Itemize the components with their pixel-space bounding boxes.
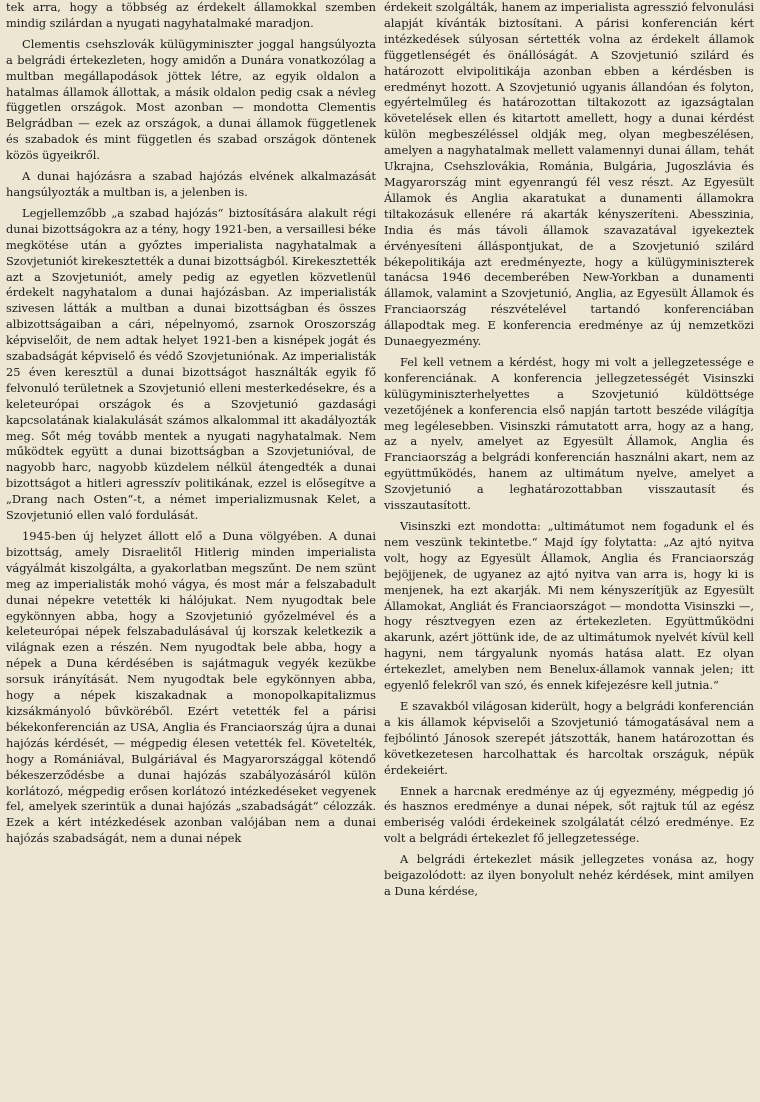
right-paragraph-4: E szavakból világosan kiderült, hogy a belgrádi konferencián a kis államok képviselői a Szovjetunió támogatásával nem a fejbólintó Jánosok szerepét játszották, hanem határozottan és következetesen harcolhattak és harcoltak országuk, népük érdekeiért. [384,698,754,777]
right-paragraph-6: A belgrádi értekezlet másik jellegzetes vonása az, hogy beigazolódott: az ilyen bonyolult nehéz kérdések, mint amilyen a Duna kérdése, [384,852,754,898]
left-paragraph-5: 1945-ben új helyzet állott elő a Duna völgyében. A dunai bizottság, amely Disraelitől Hitlerig minden imperialista vágyálmát kiszolgálta, a gyakorlatban megszűnt. De nem szünt meg az imperialisták mohó vágya, és most már a felszabadult dunai népekre vetették ki hálójukat. Nem nyugodtak bele egykönnyen abba, hogy a Szovjetunió győzelmével és a keleteurópai népek felszabadulásával új korszak keletkezik a világnak ezen a részén. Nem nyugodtak bele abba, hogy a népek a Duna kérdésében is sajátmaguk vegyék kezükbe sorsuk irányítását. Nem nyugodtak bele egykönnyen abba, hogy a népek kiszakadnak a monopolkapitalizmus kizsákmányoló bűvköréből. Ezért vetették fel a párisi békekonferencián az USA, Anglia és Franciaország újra a dunai hajózás kérdését, — mégpedig élesen vetették fel. Követelték, hogy a Romániával, Bulgáriával és Magyarországgal kötendő békeszerződésbe a dunai hajózás szabályozásáról külön korlátozó, mégpedig erősen korlátozó intézkedéseket vegyenek fel, amelyek szerintük a dunai hajózás „szabadságát“ célozzák. Ezek a kért intézkedések azonban valójában nem a dunai hajózás szabadságát, nem a dunai népek [6,529,376,846]
right-paragraph-5: Ennek a harcnak eredménye az új egyezmény, mégpedig jó és hasznos eredménye a dunai népek, sőt rajtuk túl az egész emberiség valódi érdekeinek szolgálatát célzó eredménye. Ez volt a belgrádi értekezlet fő jellegzetessége. [384,783,754,846]
left-paragraph-4: Legjellemzőbb „a szabad hajózás“ biztosítására alakult régi dunai bizottságokra az a tény, hogy 1921-ben, a versaillesi béke megkötése után a győztes imperialista nagyhatalmak a Szovjetuniót kirekesztették a dunai bizottságból. Kirekesztették azt a Szovjetuniót, amely pedig az egyetlen közvetlenül érdekelt nagyhatalom a dunai hajózásban. Az imperialisták szivesen látták a multban a dunai bizottságban és összes albizottságaiban a cári, népelnyomó, zsarnok Oroszország képviselőit, de nem adtak helyet 1921-ben a kisnépek jogát és szabadságát képviselő és védő Szovjetuniónak. Az imperialisták 25 éven keresztül a dunai bizottságot használták egyik fő felvonuló területnek a Szovjetunió elleni mesterkedésekre, és a keleteurópai országok és a Szovjetunió gazdasági kapcsolatának kialakulását számos alkalommal itt akadályozták meg. Sőt még tovább mentek a nyugati nagyhatalmak. Nem működtek együtt a dunai bizottságban a Szovjetunióval, de nagyobb harc, nagyobb küzdelem nélkül átengedték a dunai bizottságot a hitleri agresszív politikának, ezzel is elősegítve a „Drang nach Osten“-t, a német imperializmusnak Kelet, a Szovjetunió ellen való fordulását. [6,205,376,523]
right-paragraph-2: Fel kell vetnem a kérdést, hogy mi volt a jellegzetessége e konferenciának. A konferencia jellegzetességét Visinszki külügyminiszterhelyettes a Szovjetunió küldöttsége vezetőjének a konferencia első napján tartott beszéde világítja meg legélesebben. Visinszki rámutatott arra, hogy az a hang, az a nyelv, amelyet az Egyesült Államok, Anglia és Franciaország a belgrádi konferencián használni akart, nem az együttműködés, hanem az ultimátum nyelve, amelyet a Szovjetunió a leghatározottabban visszautasít és visszautasított. [384,354,754,513]
left-paragraph-3: A dunai hajózásra a szabad hajózás elvének alkalmazását hangsúlyozták a multban is, a jelenben is. [6,169,376,199]
right-paragraph-1: érdekeit szolgálták, hanem az imperialista agresszió felvonulási alapját kívánták biztosítani. A párisi konferencián kért intézkedések súlyosan sértették volna az érdekelt államok függetlenségét és önállóságát. A Szovjetunió szilárd és határozott elvipolitikája azonban ebben a kérdésben is eredményt hozott. A Szovjetunió ugyanis állandóan és folyton, egyértelműleg és határozottan tiltakozott az igazságtalan követelések ellen és kitartott amellett, hogy a dunai kérdést külön megbeszéléssel oldják meg, olyan megbeszélésen, amelyen a nagyhatalmak mellett valamennyi dunai állam, tehát Ukrajna, Csehszlovákia, Románia, Bulgária, Jugoszlávia és Magyarország mint egyenrangú fél vesz részt. Az Egyesült Államok és Anglia akaratukat a dunamenti államokra tiltakozásuk ellenére rá akarták kényszeríteni. Abesszinia, India és más távoli államok szavazatával igyekeztek érvényesíteni álláspontjukat, de a Szovjetunió szilárd békepolitikája azt eredményezte, hogy a külügyminiszterek tanácsa 1946 decemberében New-Yorkban a dunamenti államok, valamint a Szovjetunió, Anglia, az Egyesült Államok és Franciaország részvételével tartandó konferenciában állapodtak meg. E konferencia eredménye az új nemzetközi Dunaegyezmény. [384,0,754,349]
left-paragraph-2: Clementis csehszlovák külügyminiszter joggal hangsúlyozta a belgrádi értekezleten, hogy amidőn a Dunára vonatkozólag a multban megállapodások jöttek létre, az egyik oldalon a hatalmas államok állottak, a másik oldalon pedig csak a névleg független országok. Most azonban — mondotta Clementis Belgrádban — ezek az országok, a dunai államok függetlenek és szabadok és mint független és szabad országok döntenek közös ügyeikről. [6,36,376,163]
right-paragraph-3: Visinszki ezt mondotta: „ultimátumot nem fogadunk el és nem veszünk tekintetbe.“ Majd így folytatta: „Az ajtó nyitva volt, hogy az Egyesült Államok, Anglia és Franciaország bejöjjenek, de ugyanez az ajtó nyitva van arra is, hogy ki is menjenek, ha ezt akarják. Mi nem kényszerítjük az Egyesült Államokat, Angliát és Franciaországot — mondotta Visinszki —, hogy résztvegyen ezen az értekezleten. Együttműködni akarunk, azért jöttünk ide, de az ultimátumok nyelvét kívül kell hagyni, nem tárgyalunk nyomás hatása alatt. Ez olyan értekezlet, amelyben nem Benelux-államok vannak jelen; itt egyenlő felekről van szó, és ennek kifejezésre kell jutnia.“ [384,519,754,693]
left-column [6,0,376,1102]
left-paragraph-1: tek arra, hogy a többség az érdekelt államokkal szemben mindig szilárdan a nyugati nagyhatalmaké maradjon. [6,0,376,30]
right-column [384,0,754,1102]
